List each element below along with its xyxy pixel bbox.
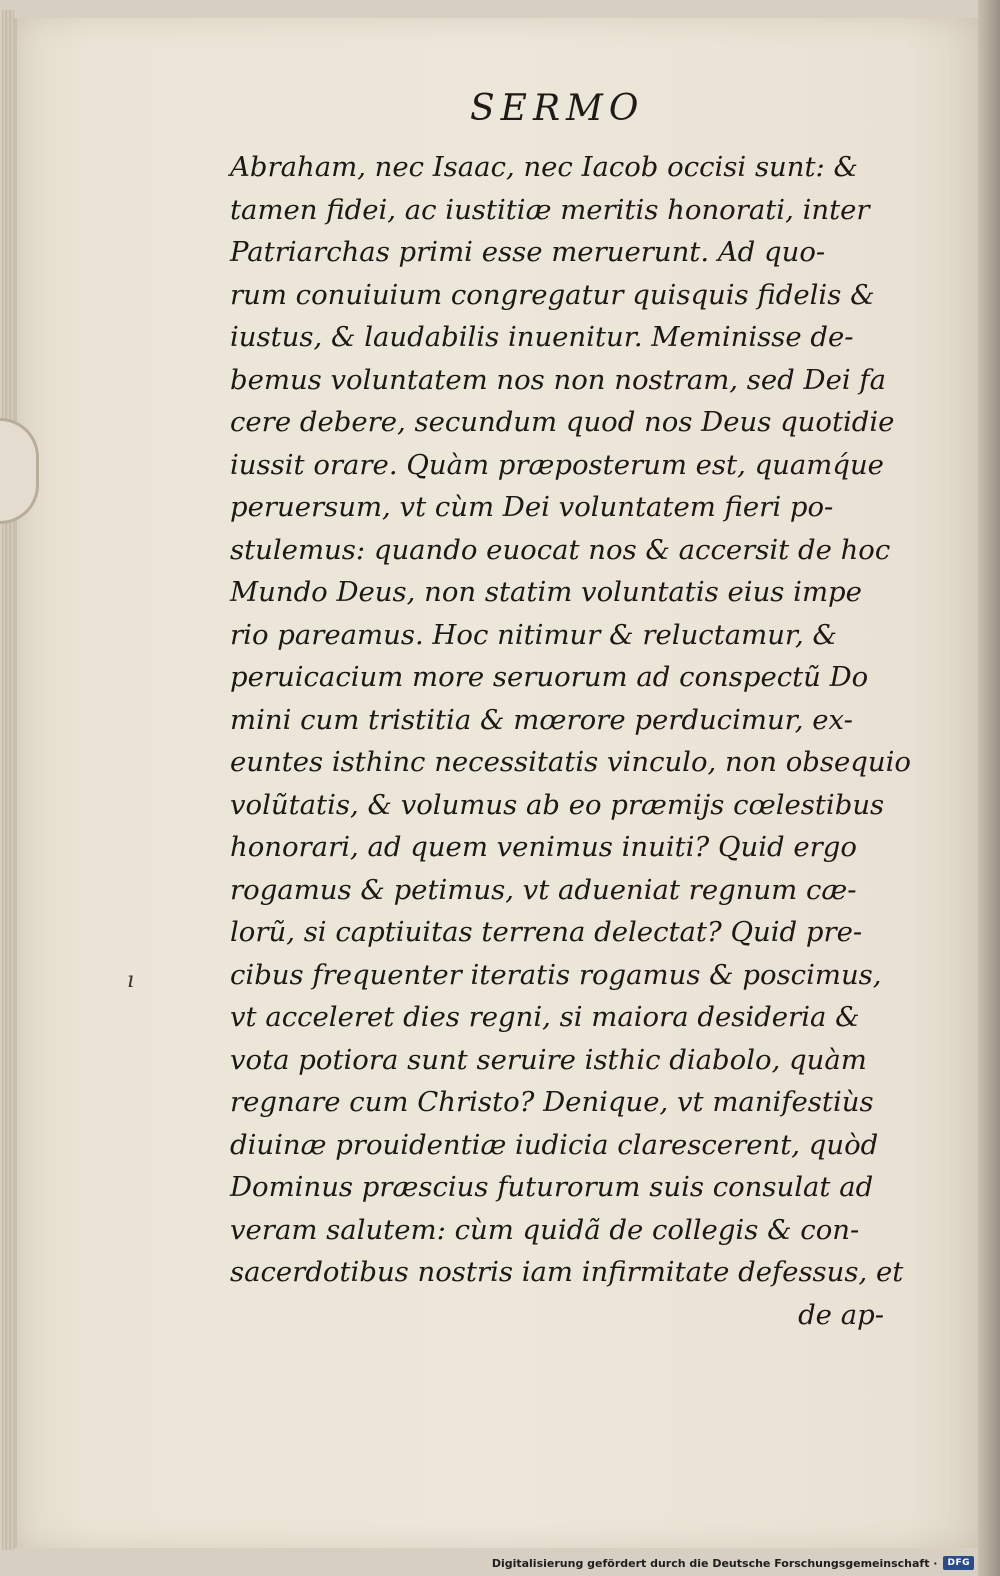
- text-line: vota potiora sunt seruire isthic diabolo, quàm: [230, 1043, 867, 1076]
- text-line: peruersum, vt cùm Dei voluntatem fieri po-: [230, 491, 834, 523]
- scan-right-border: [978, 0, 1000, 1576]
- page-header: SERMO: [470, 88, 645, 129]
- footer-credit-text: Digitalisierung gefördert durch die Deutsche Forschungsgemeinschaft ·: [491, 1556, 938, 1570]
- dfg-logo: DFG: [943, 1556, 974, 1570]
- text-line: vt acceleret dies regni, si maiora desideria &: [230, 1001, 860, 1033]
- footer-credit: [492, 1556, 974, 1570]
- text-line: Mundo Deus, non statim voluntatis eius impe: [230, 576, 862, 608]
- text-line: veram salutem: cùm quidã de collegis & con-: [230, 1213, 860, 1246]
- text-line: cibus frequenter iteratis rogamus & poscimus,: [230, 958, 882, 991]
- text-line: iussit orare. Quàm præposterum est, quamq́ue: [230, 448, 884, 481]
- text-line: Abraham, nec Isaac, nec Iacob occisi sunt: &: [230, 151, 859, 183]
- text-line: cere debere, secundum quod nos Deus quotidie: [230, 406, 895, 438]
- text-line: euntes isthinc necessitatis vinculo, non obsequio: [230, 746, 911, 778]
- text-line: rio pareamus. Hoc nitimur & reluctamur, &: [230, 618, 838, 651]
- text-line: mini cum tristitia & mœrore perducimur, ex-: [230, 703, 853, 736]
- text-line: volũtatis, & volumus ab eo præmijs cœlestibus: [230, 788, 885, 821]
- text-line: honorari, ad quem venimus inuiti? Quid ergo: [230, 831, 857, 863]
- text-line: iustus, & laudabilis inuenitur. Meminisse de-: [230, 321, 854, 353]
- text-line: diuinæ prouidentiæ iudicia clarescerent, quòd: [230, 1128, 879, 1161]
- text-line: peruicacium more seruorum ad conspectũ Do: [230, 661, 869, 693]
- page-edges: [2, 10, 14, 1550]
- margin-mark: ı: [127, 968, 135, 993]
- text-line: Patriarchas primi esse meruerunt. Ad quo-: [230, 236, 826, 268]
- text-line: sacerdotibus nostris iam infirmitate defessus, et: [230, 1256, 904, 1288]
- text-line: tamen fidei, ac iustitiæ meritis honorati, inter: [230, 193, 870, 226]
- text-line: rogamus & petimus, vt adueniat regnum cæ-: [230, 873, 857, 906]
- text-line: rum conuiuium congregatur quisquis fidelis &: [230, 278, 875, 311]
- text-line: regnare cum Christo? Denique, vt manifestiùs: [230, 1086, 874, 1118]
- catchword: de ap-: [798, 1298, 884, 1331]
- text-line: stulemus: quando euocat nos & accersit de hoc: [230, 533, 891, 566]
- text-line: bemus voluntatem nos non nostram, sed Dei fa: [230, 363, 886, 396]
- body-text: [230, 146, 911, 1336]
- text-line: Dominus præscius futurorum suis consulat ad: [230, 1171, 874, 1203]
- text-line: lorũ, si captiuitas terrena delectat? Quid pre-: [230, 916, 863, 948]
